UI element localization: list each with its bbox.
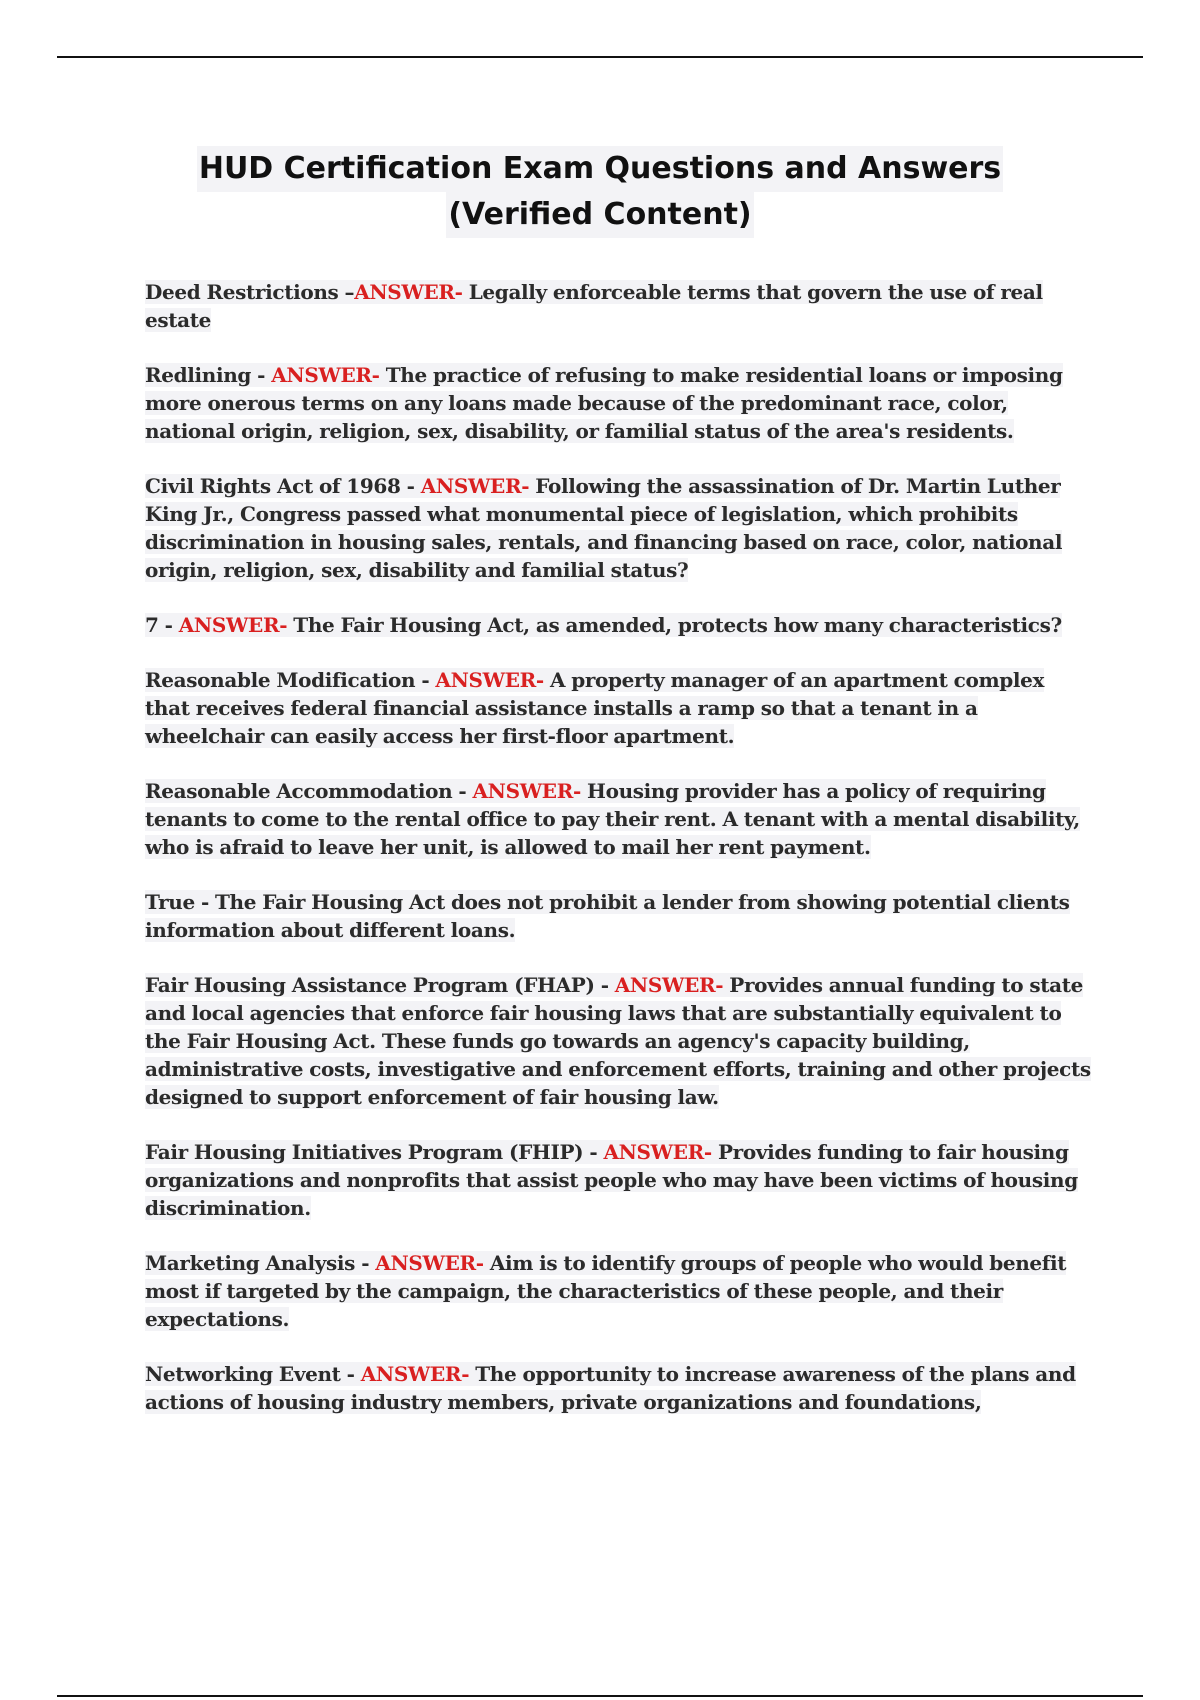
top-rule bbox=[57, 56, 1143, 58]
title-line-1: HUD Certification Exam Questions and Answers bbox=[197, 146, 1003, 192]
qa-term: True - The Fair Housing Act does not prohibit a lender from showing potential clients information about different loans. bbox=[145, 890, 1070, 942]
qa-term: Civil Rights Act of 1968 - bbox=[145, 474, 421, 498]
answer-tag: ANSWER- bbox=[375, 1251, 484, 1275]
qa-item bbox=[145, 777, 1091, 861]
qa-item bbox=[145, 361, 1091, 445]
answer-tag: ANSWER- bbox=[271, 363, 380, 387]
qa-text: Housing provider has a policy of requiring tenants to come to the rental office to pay their rent. A tenant with a mental disability, who is afraid to leave her unit, is allowed to mail her rent payment. bbox=[145, 779, 1080, 859]
qa-item bbox=[145, 611, 1091, 639]
answer-tag: ANSWER- bbox=[614, 973, 724, 997]
answer-tag: ANSWER- bbox=[360, 1362, 470, 1386]
qa-item bbox=[145, 888, 1091, 944]
qa-item bbox=[145, 1138, 1091, 1222]
qa-text: Aim is to identify groups of people who would benefit most if targeted by the campaign, the characteristics of these people, and their expectations. bbox=[145, 1251, 1067, 1331]
answer-tag: ANSWER- bbox=[472, 779, 581, 803]
qa-item bbox=[145, 1360, 1091, 1416]
qa-term: Marketing Analysis - bbox=[145, 1251, 376, 1275]
answer-tag: ANSWER- bbox=[435, 668, 544, 692]
qa-term: Deed Restrictions – bbox=[145, 280, 355, 304]
qa-term: Fair Housing Assistance Program (FHAP) - bbox=[145, 973, 615, 997]
qa-text: Following the assassination of Dr. Martin Luther King Jr., Congress passed what monumental piece of legislation, which prohibits discrimination in housing sales, rentals, and financing based on race, color, national origin, religion, sex, disability and familial status? bbox=[145, 474, 1063, 582]
qa-text: The practice of refusing to make residential loans or imposing more onerous terms on any loans made because of the predominant race, color, national origin, religion, sex, disability, or familial status of the area's residents. bbox=[145, 363, 1063, 443]
qa-item bbox=[145, 278, 1091, 334]
qa-text: Provides annual funding to state and local agencies that enforce fair housing laws that are substantially equivalent to the Fair Housing Act. These funds go towards an agency's capacity building, administrative costs, investigative and enforcement efforts, training and other projects designed to support enforcement of fair housing law. bbox=[145, 973, 1091, 1109]
qa-item bbox=[145, 1249, 1091, 1333]
qa-term: Reasonable Modification - bbox=[145, 668, 436, 692]
qa-item bbox=[145, 666, 1091, 750]
qa-term: Redlining - bbox=[145, 363, 272, 387]
qa-term: Networking Event - bbox=[145, 1362, 361, 1386]
qa-text: Legally enforceable terms that govern the use of real estate bbox=[145, 280, 1043, 332]
answer-tag: ANSWER- bbox=[178, 613, 288, 637]
qa-term: Fair Housing Initiatives Program (FHIP) - bbox=[145, 1140, 604, 1164]
answer-tag: ANSWER- bbox=[420, 474, 530, 498]
qa-text: Provides funding to fair housing organizations and nonprofits that assist people who may have been victims of housing discrimination. bbox=[145, 1140, 1078, 1220]
qa-item bbox=[145, 472, 1091, 584]
page-title bbox=[0, 146, 1200, 238]
qa-text: The Fair Housing Act, as amended, protects how many characteristics? bbox=[287, 613, 1062, 637]
answer-tag: ANSWER- bbox=[354, 280, 463, 304]
qa-text: A property manager of an apartment complex that receives federal financial assistance installs a ramp so that a tenant in a wheelchair can easily access her first-floor apartment. bbox=[145, 668, 1045, 748]
bottom-rule bbox=[57, 1695, 1143, 1697]
qa-list bbox=[145, 278, 1091, 1443]
qa-term: Reasonable Accommodation - bbox=[145, 779, 473, 803]
qa-text: The opportunity to increase awareness of the plans and actions of housing industry members, private organizations and foundations, bbox=[145, 1362, 1076, 1414]
answer-tag: ANSWER- bbox=[603, 1140, 712, 1164]
qa-item bbox=[145, 971, 1091, 1111]
qa-term: 7 - bbox=[145, 613, 179, 637]
title-line-2: (Verified Content) bbox=[446, 192, 753, 238]
